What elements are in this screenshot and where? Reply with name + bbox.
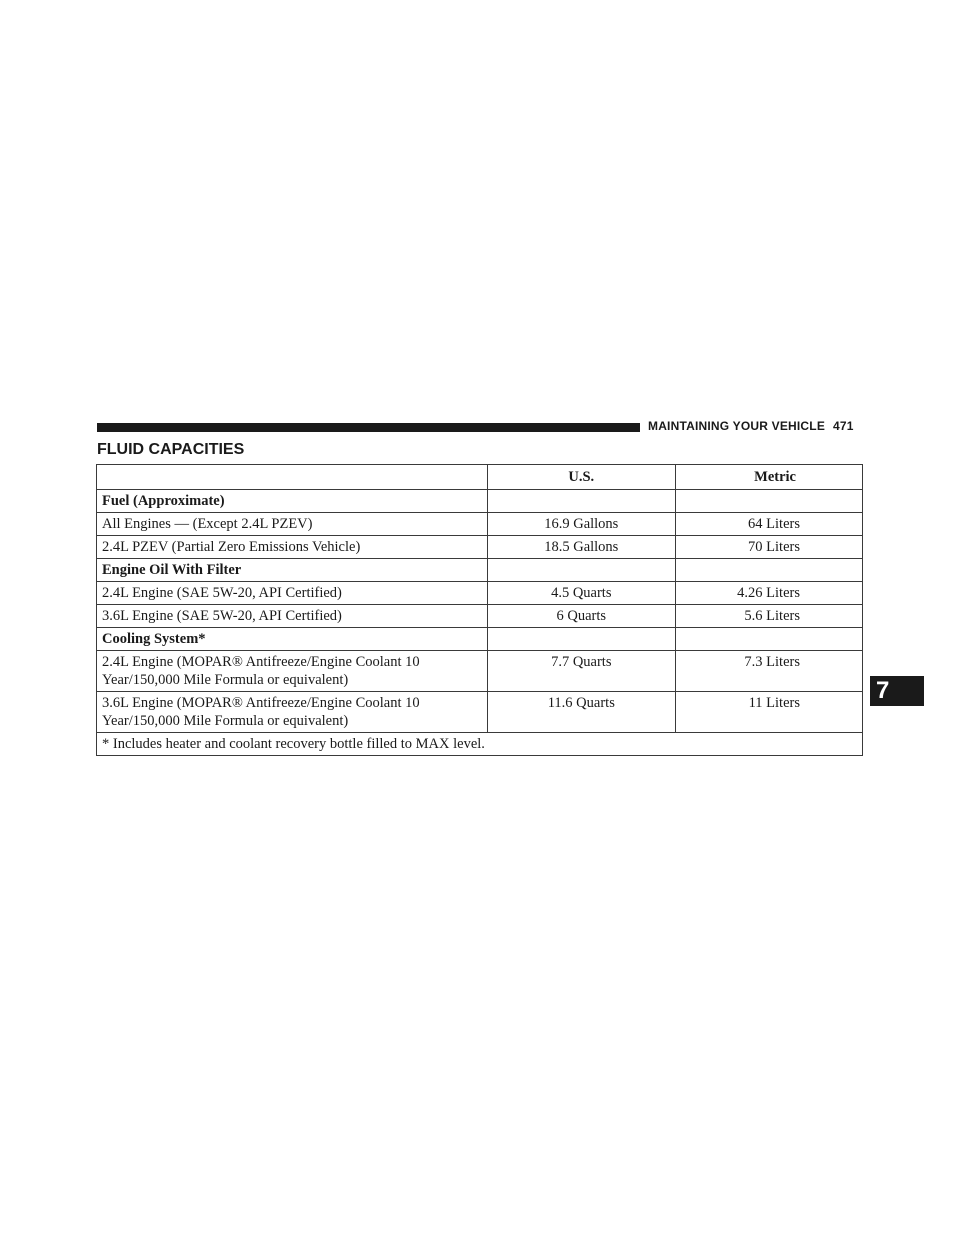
cell-item: All Engines — (Except 2.4L PZEV) bbox=[97, 513, 488, 536]
cell-metric bbox=[676, 628, 863, 651]
cell-metric: 64 Liters bbox=[676, 513, 863, 536]
cell-item: Cooling System* bbox=[97, 628, 488, 651]
cell-us: 4.5 Quarts bbox=[488, 582, 676, 605]
table-header-row bbox=[97, 465, 863, 490]
column-header-us: U.S. bbox=[488, 465, 676, 490]
table-row bbox=[97, 692, 863, 733]
page-number: 471 bbox=[833, 419, 854, 433]
table-group-row bbox=[97, 559, 863, 582]
cell-us: 18.5 Gallons bbox=[488, 536, 676, 559]
cell-metric bbox=[676, 559, 863, 582]
cell-us: 11.6 Quarts bbox=[488, 692, 676, 733]
footnote-row bbox=[97, 733, 863, 756]
cell-us: 6 Quarts bbox=[488, 605, 676, 628]
header-section-title: MAINTAINING YOUR VEHICLE bbox=[648, 419, 826, 433]
cell-item: 2.4L Engine (SAE 5W-20, API Certified) bbox=[97, 582, 488, 605]
table-group-row bbox=[97, 490, 863, 513]
cell-item: 2.4L Engine (MOPAR® Antifreeze/Engine Coolant 10 Year/150,000 Mile Formula or equivalent) bbox=[97, 651, 488, 692]
cell-item: 3.6L Engine (MOPAR® Antifreeze/Engine Coolant 10 Year/150,000 Mile Formula or equivalent) bbox=[97, 692, 488, 733]
fluid-capacities-table bbox=[96, 464, 863, 756]
chapter-tab: 7 bbox=[870, 676, 924, 706]
header-rule bbox=[97, 423, 640, 432]
table-footnote: * Includes heater and coolant recovery bottle filled to MAX level. bbox=[97, 733, 863, 756]
cell-metric: 70 Liters bbox=[676, 536, 863, 559]
cell-us bbox=[488, 490, 676, 513]
table-row bbox=[97, 536, 863, 559]
cell-metric: 11 Liters bbox=[676, 692, 863, 733]
table-row bbox=[97, 513, 863, 536]
table-row bbox=[97, 582, 863, 605]
cell-item: 3.6L Engine (SAE 5W-20, API Certified) bbox=[97, 605, 488, 628]
table-row bbox=[97, 605, 863, 628]
cell-metric: 7.3 Liters bbox=[676, 651, 863, 692]
table-row bbox=[97, 651, 863, 692]
cell-metric: 4.26 Liters bbox=[676, 582, 863, 605]
cell-us: 16.9 Gallons bbox=[488, 513, 676, 536]
cell-metric bbox=[676, 490, 863, 513]
cell-us: 7.7 Quarts bbox=[488, 651, 676, 692]
table-body bbox=[97, 490, 863, 733]
cell-metric: 5.6 Liters bbox=[676, 605, 863, 628]
cell-item: Engine Oil With Filter bbox=[97, 559, 488, 582]
cell-item: 2.4L PZEV (Partial Zero Emissions Vehicle) bbox=[97, 536, 488, 559]
cell-item: Fuel (Approximate) bbox=[97, 490, 488, 513]
section-title: FLUID CAPACITIES bbox=[97, 441, 245, 458]
column-header-item bbox=[97, 465, 488, 490]
cell-us bbox=[488, 628, 676, 651]
running-header bbox=[648, 419, 854, 433]
cell-us bbox=[488, 559, 676, 582]
table-group-row bbox=[97, 628, 863, 651]
column-header-metric: Metric bbox=[676, 465, 863, 490]
